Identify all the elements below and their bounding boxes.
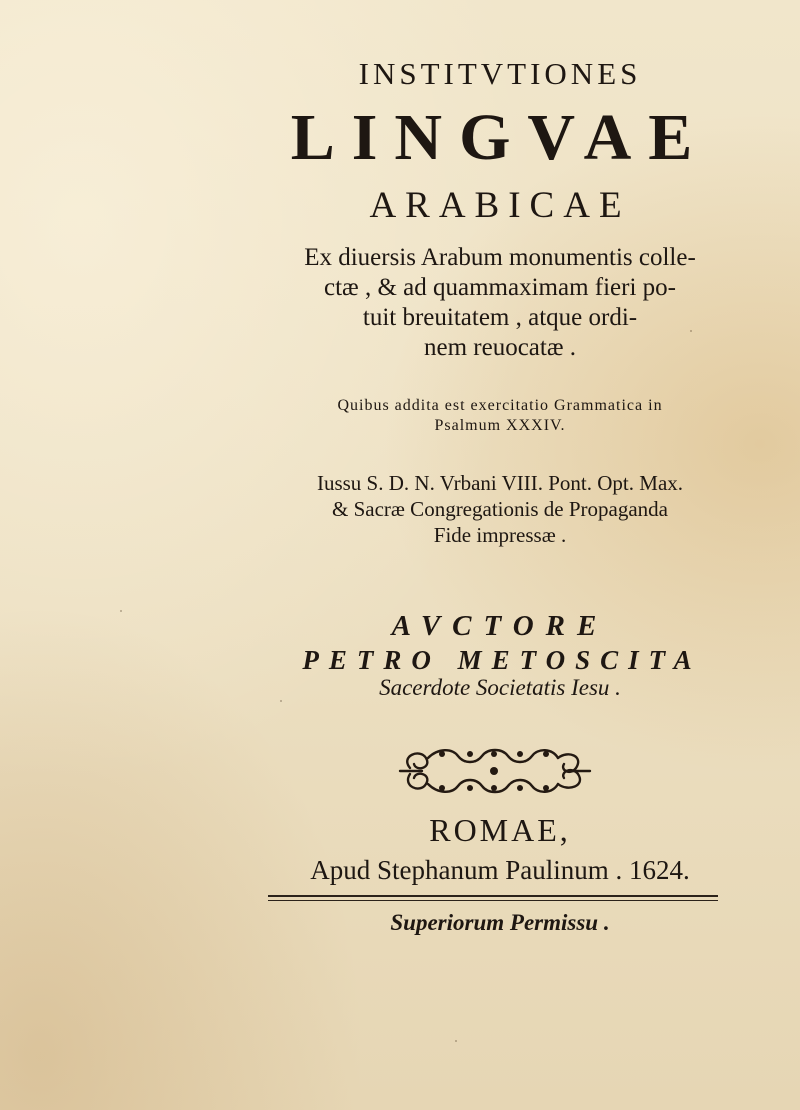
description-line: nem reuocatæ . bbox=[423, 334, 577, 361]
title-line-linguae: LINGVAE bbox=[290, 101, 710, 174]
iussu-line: & Sacræ Congregationis de Propaganda bbox=[332, 497, 668, 521]
description-line: tuit breuitatem , atque ordi- bbox=[362, 304, 638, 331]
quibus-line: Psalmum XXXIV. bbox=[434, 417, 566, 434]
permission-note: Superiorum Permissu . bbox=[390, 910, 610, 935]
paper-speck bbox=[455, 1040, 457, 1042]
quibus-note bbox=[240, 396, 760, 436]
fleuron-ornament-icon bbox=[392, 742, 596, 798]
paper-speck bbox=[120, 610, 122, 612]
quibus-line: Quibus addita est exercitatio Grammatica in bbox=[337, 397, 663, 414]
iussu-line: Iussu S. D. N. Vrbani VIII. Pont. Opt. Max. bbox=[316, 471, 684, 495]
description-line: Ex diuersis Arabum monumentis colle- bbox=[304, 244, 696, 271]
description-line: ctæ , & ad quammaximam fieri po- bbox=[324, 274, 676, 301]
auctore-heading: AVCTORE bbox=[391, 610, 609, 642]
paper-speck bbox=[690, 330, 692, 332]
description-paragraph bbox=[240, 243, 760, 363]
paper-speck bbox=[280, 700, 282, 702]
author-name: PETRO METOSCITA bbox=[302, 645, 702, 675]
title-line-institutiones: INSTITVTIONES bbox=[358, 56, 642, 91]
title-line-arabicae: ARABICAE bbox=[369, 185, 631, 226]
iussu-line: Fide impressæ . bbox=[433, 523, 567, 547]
imprint-publisher: Apud Stephanum Paulinum . 1624. bbox=[310, 855, 690, 885]
iussu-paragraph bbox=[240, 470, 760, 548]
imprint-rule bbox=[268, 895, 718, 897]
imprint-place: ROMAE, bbox=[429, 812, 571, 848]
author-title: Sacerdote Societatis Iesu . bbox=[379, 675, 621, 700]
imprint-rule-thin bbox=[268, 900, 718, 901]
